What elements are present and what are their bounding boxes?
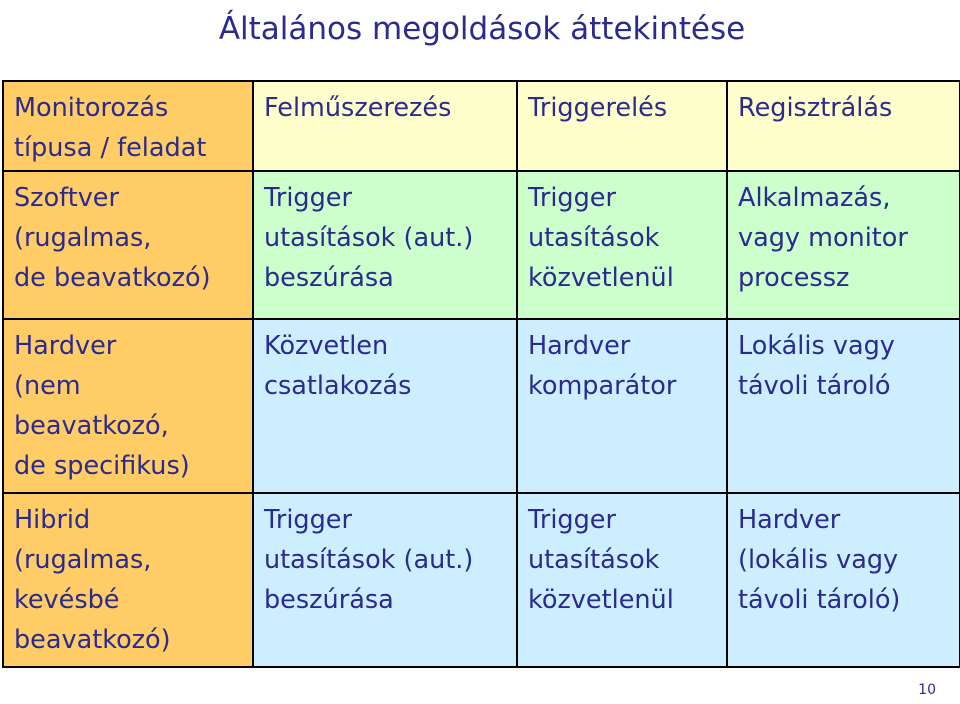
table-row-software <box>3 171 960 319</box>
column-header-recording: Regisztrálás <box>727 81 960 171</box>
table-cell: Trigger utasítások közvetlenül <box>517 171 727 319</box>
row-label-software: Szoftver (rugalmas, de beavatkozó) <box>3 171 253 319</box>
table-cell: Trigger utasítások (aut.) beszúrása <box>253 171 517 319</box>
row-label-hardware: Hardver (nem beavatkozó, de specifikus) <box>3 319 253 493</box>
table-cell: Lokális vagy távoli tároló <box>727 319 960 493</box>
table-cell: Trigger utasítások közvetlenül <box>517 493 727 667</box>
table-cell: Alkalmazás, vagy monitor processz <box>727 171 960 319</box>
table-row-hardware <box>3 319 960 493</box>
row-label-hybrid: Hibrid (rugalmas, kevésbé beavatkozó) <box>3 493 253 667</box>
slide-title: Általános megoldások áttekintése <box>218 11 746 47</box>
table-cell: Közvetlen csatlakozás <box>253 319 517 493</box>
overview-table <box>2 80 960 668</box>
table-cell: Hardver (lokális vagy távoli tároló) <box>727 493 960 667</box>
table-row-hybrid <box>3 493 960 667</box>
column-header-instrumentation: Felműszerezés <box>253 81 517 171</box>
table-cell: Trigger utasítások (aut.) beszúrása <box>253 493 517 667</box>
column-header-triggering: Triggerelés <box>517 81 727 171</box>
row-label-header-cell: Monitorozás típusa / feladat <box>3 81 253 171</box>
page-number: 10 <box>918 682 936 698</box>
table-cell: Hardver komparátor <box>517 319 727 493</box>
table-header-row <box>3 81 960 171</box>
